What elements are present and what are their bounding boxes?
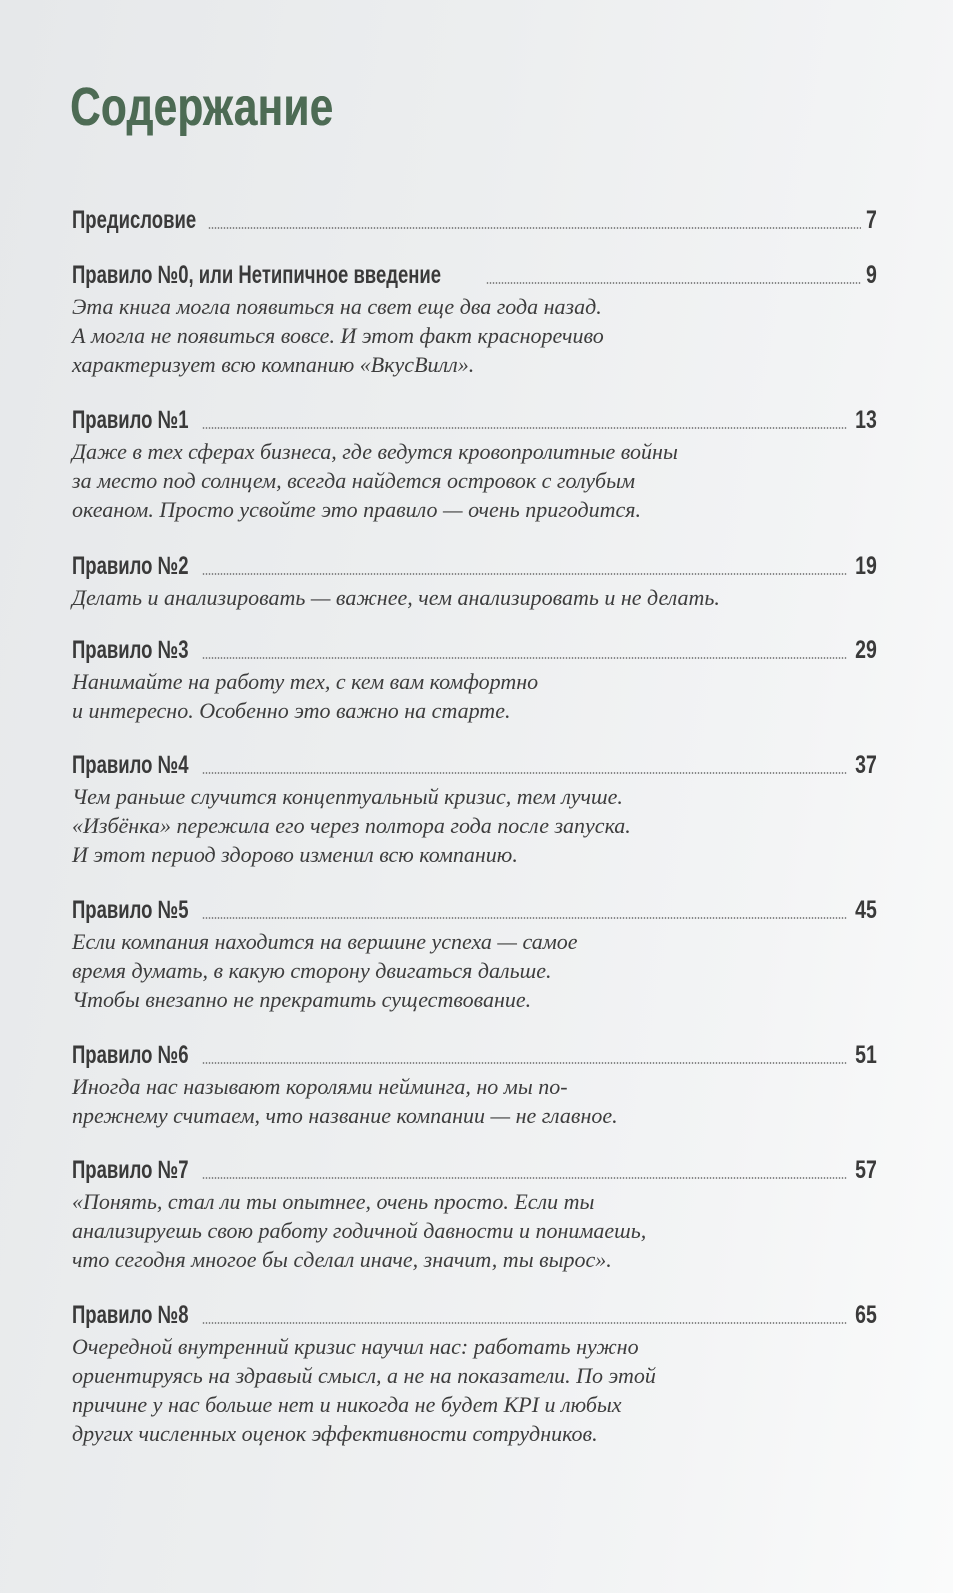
- toc-entry-description: [72, 667, 877, 725]
- toc-entry-header: [72, 205, 877, 235]
- toc-entry-rule-5[interactable]: [72, 895, 877, 1014]
- description-line: А могла не появиться вовсе. И этот факт красноречиво: [72, 323, 604, 348]
- toc-entry-title: Правило №3: [72, 636, 189, 664]
- description-line: океаном. Просто усвойте это правило — очень пригодится.: [72, 497, 642, 522]
- toc-entry-rule-2[interactable]: [72, 551, 877, 612]
- description-line: И этот период здорово изменил всю компанию.: [72, 842, 518, 867]
- description-line: Нанимайте на работу тех, с кем вам комфортно: [72, 669, 539, 694]
- toc-entry-rule-1[interactable]: [72, 405, 877, 524]
- description-line: что сегодня многое бы сделал иначе, значит, ты вырос».: [72, 1247, 612, 1272]
- toc-entry-title: Правило №1: [72, 406, 189, 434]
- toc-entry-title: Правило №8: [72, 1301, 189, 1329]
- toc-entry-header: [72, 260, 877, 290]
- toc-entry-title: Правило №6: [72, 1041, 189, 1069]
- toc-entry-header: [72, 551, 877, 581]
- toc-entry-page-number: 29: [855, 636, 877, 664]
- toc-entry-description: [72, 1332, 877, 1448]
- toc-entry-header: [72, 635, 877, 665]
- dot-leader: [202, 1062, 847, 1064]
- toc-entry-description: [72, 1187, 877, 1274]
- toc-entry-rule-3[interactable]: [72, 635, 877, 725]
- dot-leader: [202, 917, 847, 919]
- toc-entry-header: [72, 1040, 877, 1070]
- dot-leader: [202, 1322, 847, 1324]
- book-page: [72, 0, 877, 1593]
- toc-entry-page-number: 45: [855, 896, 877, 924]
- toc-entry-title: Правило №0, или Нетипичное введение: [72, 261, 442, 289]
- toc-entry-preface[interactable]: [72, 205, 877, 235]
- description-line: время думать, в какую сторону двигаться дальше.: [72, 958, 552, 983]
- description-line: Чтобы внезапно не прекратить существование.: [72, 987, 532, 1012]
- description-line: Даже в тех сферах бизнеса, где ведутся кровопролитные войны: [72, 439, 678, 464]
- description-line: ориентируясь на здравый смысл, а не на показатели. По этой: [72, 1363, 656, 1388]
- toc-entry-title: Правило №7: [72, 1156, 189, 1184]
- description-line: причине у нас больше нет и никогда не будет KPI и любых: [72, 1392, 622, 1417]
- toc-entry-title: Правило №2: [72, 552, 189, 580]
- toc-entry-page-number: 13: [855, 406, 877, 434]
- description-line: Очередной внутренний кризис научил нас: работать нужно: [72, 1334, 639, 1359]
- description-line: прежнему считаем, что название компании — не главное.: [72, 1103, 618, 1128]
- dot-leader: [208, 227, 861, 229]
- toc-entry-page-number: 19: [855, 552, 877, 580]
- toc-entry-page-number: 37: [855, 751, 877, 779]
- description-line: Эта книга могла появиться на свет еще два года назад.: [72, 294, 602, 319]
- toc-entry-title: Правило №4: [72, 751, 189, 779]
- toc-entry-header: [72, 1300, 877, 1330]
- toc-entry-page-number: 57: [855, 1156, 877, 1184]
- description-line: за место под солнцем, всегда найдется островок с голубым: [72, 468, 636, 493]
- toc-entry-rule-0[interactable]: [72, 260, 877, 379]
- toc-entry-page-number: 7: [866, 206, 877, 234]
- toc-entry-page-number: 51: [855, 1041, 877, 1069]
- toc-entry-rule-4[interactable]: [72, 750, 877, 869]
- dot-leader: [202, 657, 847, 659]
- page-title: Содержание: [70, 77, 334, 137]
- toc-entry-header: [72, 750, 877, 780]
- description-line: «Избёнка» пережила его через полтора года после запуска.: [72, 813, 631, 838]
- toc-entry-description: [72, 583, 877, 612]
- toc-entry-header: [72, 895, 877, 925]
- toc-entry-rule-8[interactable]: [72, 1300, 877, 1448]
- description-line: «Понять, стал ли ты опытнее, очень просто. Если ты: [72, 1189, 595, 1214]
- toc-entry-header: [72, 1155, 877, 1185]
- description-line: Если компания находится на вершине успеха — самое: [72, 929, 578, 954]
- toc-entry-description: [72, 292, 877, 379]
- dot-leader: [202, 1177, 847, 1179]
- toc-entry-title: Правило №5: [72, 896, 189, 924]
- toc-entry-page-number: 9: [866, 261, 877, 289]
- dot-leader: [202, 427, 847, 429]
- description-line: Делать и анализировать — важнее, чем анализировать и не делать.: [72, 585, 720, 610]
- toc-entry-header: [72, 405, 877, 435]
- description-line: других численных оценок эффективности сотрудников.: [72, 1421, 598, 1446]
- dot-leader: [486, 282, 861, 284]
- description-line: характеризует всю компанию «ВкусВилл».: [72, 352, 475, 377]
- description-line: Чем раньше случится концептуальный кризис, тем лучше.: [72, 784, 623, 809]
- description-line: и интересно. Особенно это важно на старте.: [72, 698, 511, 723]
- dot-leader: [202, 772, 847, 774]
- toc-entry-description: [72, 1072, 877, 1130]
- toc-entry-rule-6[interactable]: [72, 1040, 877, 1130]
- description-line: Иногда нас называют королями нейминга, но мы по-: [72, 1074, 568, 1099]
- toc-entry-rule-7[interactable]: [72, 1155, 877, 1274]
- toc-entry-description: [72, 437, 877, 524]
- toc-entry-description: [72, 782, 877, 869]
- toc-entry-page-number: 65: [855, 1301, 877, 1329]
- toc-entry-title: Предисловие: [72, 206, 197, 234]
- toc-entry-description: [72, 927, 877, 1014]
- description-line: анализируешь свою работу годичной давности и понимаешь,: [72, 1218, 647, 1243]
- dot-leader: [202, 573, 847, 575]
